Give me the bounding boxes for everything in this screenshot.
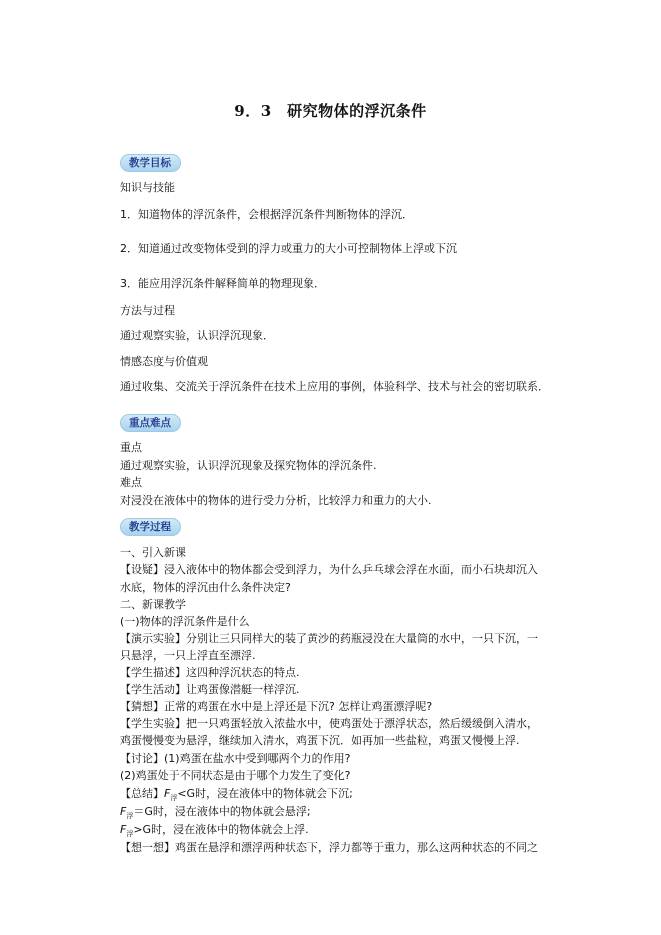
key-text-focus: 通过观察实验，认识浮沉现象及探究物体的浮沉条件. [120,459,377,472]
goals-item-4: 通过观察实验，认识浮沉现象． [120,329,274,342]
formula-sub: 浮 [126,830,134,839]
process-line: 一、引入新课 [120,546,186,559]
key-text-difficulty: 对浸没在液体中的物体的进行受力分析，比较浮力和重力的大小. [120,494,432,507]
process-line: (2)鸡蛋处于不同状态是由于哪个力发生了变化? [120,769,351,782]
formula-F: F [120,805,127,818]
process-line: 【演示实验】分别让三只同样大的装了黄沙的药瓶浸没在大量筒的水中，一只下沉，一 [120,632,538,645]
formula-sub: 浮 [126,812,134,821]
page-title: 9．3 研究物体的浮沉条件 [234,102,427,120]
process-line: 【学生实验】把一只鸡蛋轻放入浓盐水中，使鸡蛋处于漂浮状态，然后缓缓倒入清水， [120,717,538,730]
process-line: 【想一想】鸡蛋在悬浮和漂浮两种状态下，浮力都等于重力，那么这两种状态的不同之 [120,841,538,854]
summary-text: >G时，浸在液体中的物体就会上浮. [133,823,309,836]
process-line: 只悬浮，一只上浮直至漂浮. [120,649,256,662]
process-line: 【讨论】(1)鸡蛋在盐水中受到哪两个力的作用? [120,752,351,765]
key-heading-difficulty: 难点 [120,476,142,489]
process-line: 二、新课教学 [120,598,186,611]
summary-label: 【总结】 [120,787,164,800]
goals-heading-method: 方法与过程 [120,304,175,317]
summary-text: ＝G时，浸在液体中的物体就会悬浮; [133,805,311,818]
process-line: 【设疑】浸入液体中的物体都会受到浮力，为什么乒乓球会浮在水面，而小石块却沉入 [120,563,538,576]
goals-item-2: 2．知道通过改变物体受到的浮力或重力的大小可控制物体上浮或下沉 [120,242,457,255]
goals-item-3: 3．能应用浮沉条件解释简单的物理现象． [120,277,325,290]
goals-item-5: 通过收集、交流关于浮沉条件在技术上应用的事例，体验科学、技术与社会的密切联系． [120,380,549,393]
process-line: 【猜想】正常的鸡蛋在水中是上浮还是下沉? 怎样让鸡蛋漂浮呢? [120,700,433,713]
goals-heading-attitude: 情感态度与价值观 [120,355,208,368]
goals-heading-knowledge: 知识与技能 [120,181,175,194]
section-badge-process: 教学过程 [120,518,181,536]
summary-text: <G时，浸在液体中的物体就会下沉; [177,787,353,800]
goals-item-1: 1．知道物体的浮沉条件，会根据浮沉条件判断物体的浮沉． [120,208,413,221]
formula-F: F [164,787,171,800]
formula-F: F [120,823,127,836]
formula-sub: 浮 [170,794,178,803]
process-line: 水底，物体的浮沉由什么条件决定? [120,581,291,594]
section-badge-key: 重点难点 [120,414,181,432]
key-heading-focus: 重点 [120,441,142,454]
section-badge-goals: 教学目标 [120,154,181,172]
process-line: 鸡蛋慢慢变为悬浮，继续加入清水，鸡蛋下沉．如再加一些盐粒，鸡蛋又慢慢上浮. [120,734,520,747]
process-line: (一)物体的浮沉条件是什么 [120,615,250,628]
process-line: 【学生活动】让鸡蛋像潜艇一样浮沉. [120,683,300,696]
process-line: 【学生描述】这四种浮沉状态的特点. [120,666,300,679]
